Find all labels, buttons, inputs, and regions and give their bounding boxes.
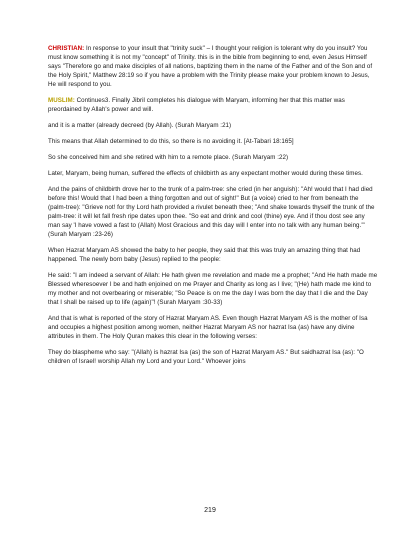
page-number: 219 (204, 507, 216, 514)
paragraph: Later, Maryam, being human, suffered the effects of childbirth as any expectant mother would during these times. (48, 170, 363, 177)
page-body (48, 44, 378, 373)
muslim-paragraph (48, 96, 378, 114)
paragraph: They do blaspheme who say: "(Allah) is hazrat Isa (as) the son of Hazrat Maryam AS." But saidhazrat Isa (as): "O children of Israel! worship Allah my Lord and your Lord." Whoever joins (48, 349, 364, 365)
paragraph: And the pains of childbirth drove her to the trunk of a palm-tree: she cried (in her anguish): "Ah! would that I had died before this! Would that I had been a thing forgotten and out of sight!" But (a voice) cried to her from beneath the (palm-tree): "Grieve not! for thy Lord hath provided a rivulet beneath thee; "And shake towards thyself the trunk of the palm-tree: it will let fall fresh ripe dates upon thee. "So eat and drink and cool (thine) eye. And if thou dost see any man say 'I have vowed a fast to (Allah) Most Gracious and this day will I enter into no talk with any human being.'" (Surah Maryam :23-26) (48, 186, 375, 238)
speaker-label-muslim: MUSLIM: (48, 97, 75, 104)
paragraph: When Hazrat Maryam AS showed the baby to her people, they said that this was truly an amazing thing that had happened. The newly born baby (Jesus) replied to the people: (48, 247, 361, 263)
paragraph: So she conceived him and she retired with him to a remote place. (Surah Maryam :22) (48, 154, 289, 161)
paragraph: He said: "I am indeed a servant of Allah: He hath given me revelation and made me a prophet; "And He hath made me Blessed wheresoever I be and hath enjoined on me Prayer and Charity as long as I live; "(He) hath made me kind to my mother and not overbearing or miserable; "So Peace is on me the day I was born the day that I die and the Day that I shall be raised up to life (again)"! (Surah Maryam :30-33) (48, 272, 378, 306)
christian-text: In response to your insult that "trinity suck" – I thought your religion is tolerant why do you insult? You must know something it is not my "concept" of Trinity. this is in the bible from beginning to end, even Jesus Himself says "Therefore go and make disciples of all nations, baptizing them in the name of the Father and of the Son and of the Holy Spirit," Matthew 28:19 so if you have a problem with the Trinity please make your problem known to Jesus, He will respond to you. (48, 45, 373, 88)
speaker-label-christian: CHRISTIAN: (48, 45, 85, 52)
paragraph: And that is what is reported of the story of Hazrat Maryam AS. Even though Hazrat Maryam AS is the mother of Isa and occupies a highest position among women, neither Hazrat Maryam AS nor hazrat Isa (as) have any divine attributes in them. The Holy Quran makes this clear in the following verses: (48, 315, 368, 340)
paragraph: This means that Allah determined to do this, so there is no avoiding it. [At-Tabari 18:165] (48, 138, 294, 145)
paragraph: and it is a matter (already decreed (by Allah). (Surah Maryam :21) (48, 122, 232, 129)
muslim-text: Continues3. Finally Jibril completes his dialogue with Maryam, informing her that this matter was preordained by Allah's power and will. (48, 97, 345, 113)
christian-paragraph (48, 44, 378, 89)
